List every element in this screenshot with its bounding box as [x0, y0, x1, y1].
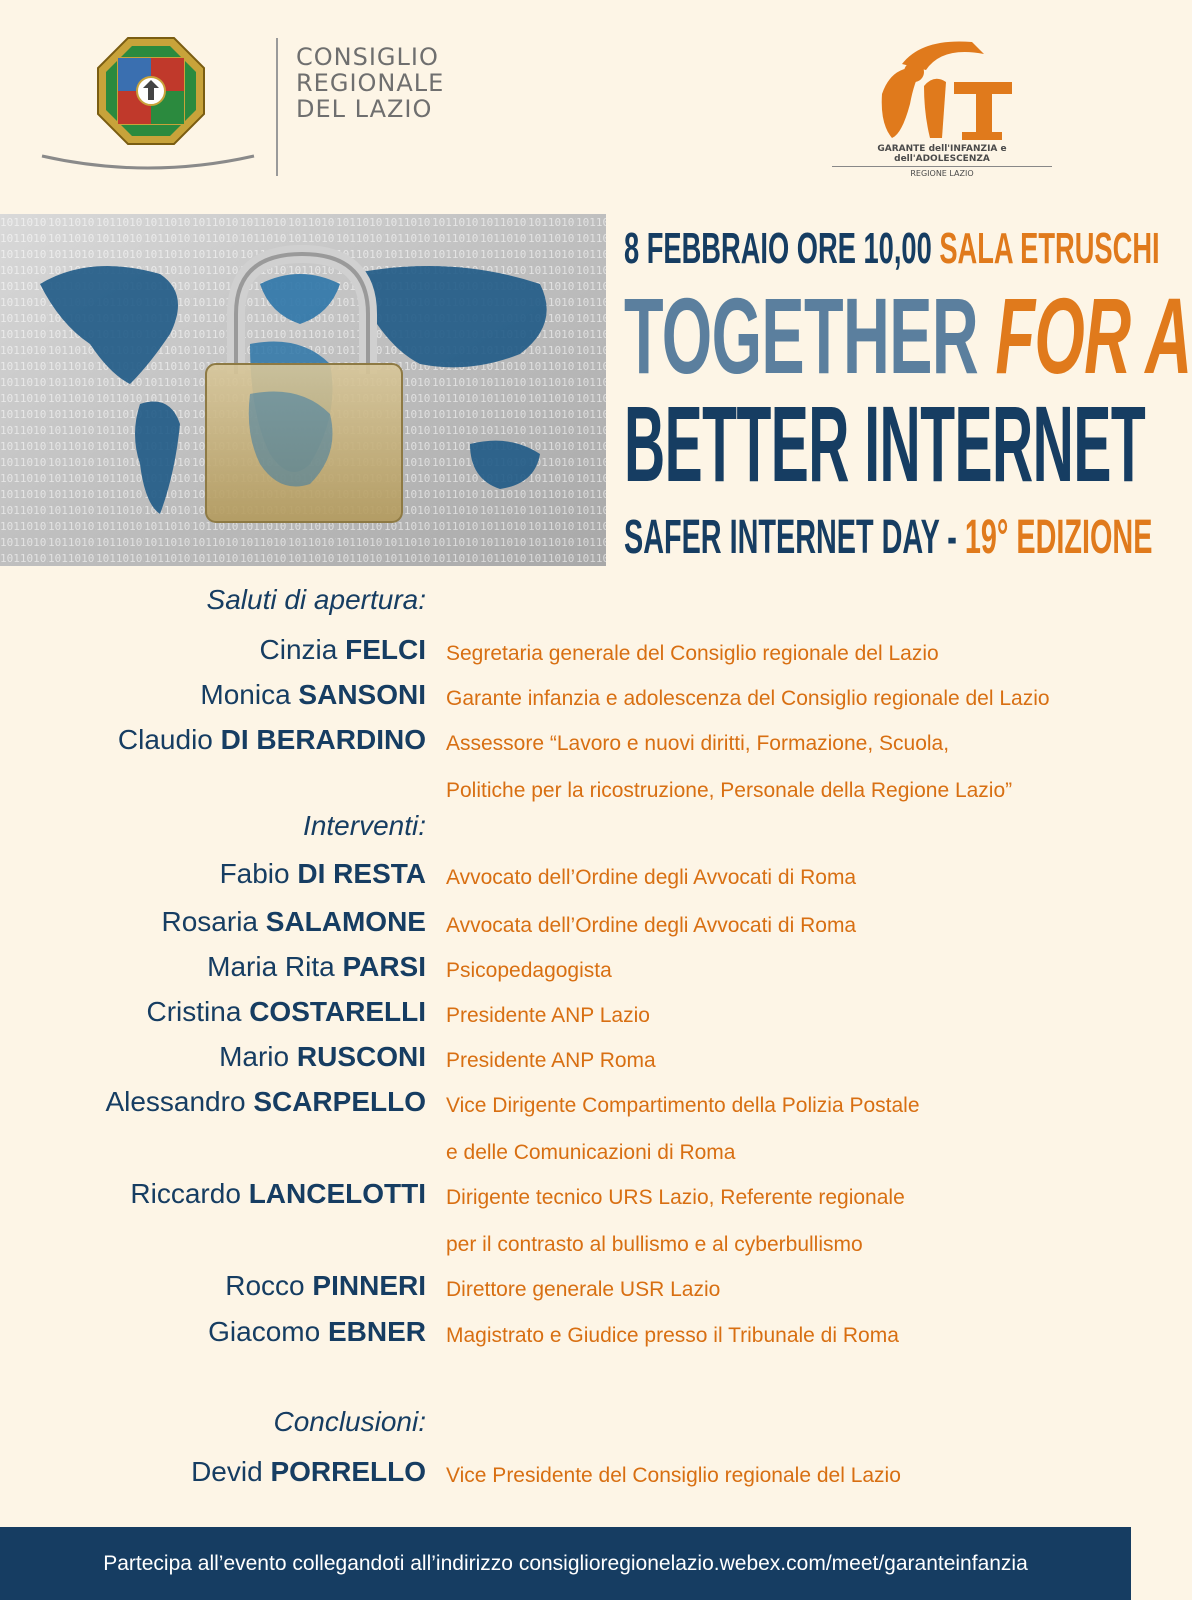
- banner-illustration: [0, 214, 606, 566]
- speaker-row: [0, 1456, 1131, 1500]
- speaker-first-name: Giacomo: [208, 1316, 321, 1347]
- speaker-row: [0, 996, 1131, 1040]
- org-line-1: CONSIGLIO: [296, 43, 439, 71]
- speaker-row: [0, 1041, 1131, 1085]
- speaker-name: [260, 634, 426, 666]
- footer-text: Partecipa all’evento collegandoti all’indirizzo: [103, 1552, 513, 1575]
- speaker-name: [220, 858, 426, 890]
- title-line-2: BETTER INTERNET: [624, 383, 1146, 504]
- crest-arc-divider: [40, 152, 256, 176]
- speaker-first-name: Cristina: [146, 996, 242, 1027]
- speaker-surname: SALAMONE: [265, 906, 426, 937]
- garante-logo: [832, 34, 1052, 178]
- subtitle-dash: -: [947, 511, 957, 564]
- title-for-a: FOR A: [995, 275, 1192, 396]
- org-line-2: REGIONALE: [296, 69, 445, 97]
- speaker-row: [0, 1316, 1131, 1360]
- speaker-name: [219, 1041, 426, 1073]
- speaker-first-name: Alessandro: [105, 1086, 246, 1117]
- title-together: TOGETHER: [624, 275, 979, 396]
- garante-title: GARANTE dell'INFANZIA e dell'ADOLESCENZA: [832, 144, 1052, 167]
- speaker-row: [0, 679, 1131, 723]
- date-venue-line: [624, 224, 1160, 274]
- subtitle-line: [624, 510, 1152, 565]
- speaker-row: [0, 724, 1131, 768]
- speaker-surname: DI BERARDINO: [220, 724, 426, 755]
- speaker-surname: PORRELLO: [270, 1456, 426, 1487]
- footer-bar: [0, 1527, 1131, 1600]
- speaker-first-name: Rocco: [225, 1270, 305, 1301]
- speaker-role: Assessore “Lavoro e nuovi diritti, Formazione, Scuola,: [446, 732, 950, 755]
- talks-section-title: Interventi:: [303, 810, 426, 841]
- speaker-role-continued: e delle Comunicazioni di Roma: [446, 1141, 736, 1164]
- speaker-role: Direttore generale USR Lazio: [446, 1278, 721, 1301]
- speaker-first-name: Devid: [191, 1456, 263, 1487]
- speaker-name: [191, 1456, 426, 1488]
- speaker-first-name: Fabio: [219, 858, 290, 889]
- speaker-row: [0, 1270, 1131, 1314]
- speaker-first-name: Monica: [200, 679, 291, 710]
- speaker-role: Presidente ANP Lazio: [446, 1004, 650, 1027]
- speaker-role: Vice Presidente del Consiglio regionale del Lazio: [446, 1464, 901, 1487]
- padlock-world-map-image: [0, 214, 606, 566]
- speaker-name: [200, 679, 426, 711]
- speaker-row: [0, 1086, 1131, 1130]
- speaker-role: Dirigente tecnico URS Lazio, Referente regionale: [446, 1186, 905, 1209]
- speaker-role: Magistrato e Giudice presso il Tribunale di Roma: [446, 1324, 899, 1347]
- speaker-name: [225, 1270, 426, 1302]
- speaker-first-name: Riccardo: [130, 1178, 241, 1209]
- speaker-surname: PARSI: [342, 951, 426, 982]
- speaker-surname: EBNER: [327, 1316, 426, 1347]
- speaker-first-name: Cinzia: [259, 634, 338, 665]
- speaker-first-name: Claudio: [117, 724, 213, 755]
- speaker-surname: COSTARELLI: [249, 996, 426, 1027]
- speaker-name: [162, 906, 427, 938]
- speaker-row: [0, 906, 1131, 950]
- speaker-role-continued: Politiche per la ricostruzione, Personale della Regione Lazio”: [446, 779, 1013, 802]
- speaker-role: Vice Dirigente Compartimento della Polizia Postale: [446, 1094, 920, 1117]
- opening-section-title: Saluti di apertura:: [206, 584, 426, 615]
- speaker-role: Avvocato dell’Ordine degli Avvocati di Roma: [446, 866, 857, 889]
- speaker-name: [208, 1316, 426, 1348]
- title-line-1: [624, 275, 1192, 396]
- speaker-row: [0, 951, 1131, 995]
- speaker-name: [130, 1178, 426, 1210]
- speaker-first-name: Mario: [219, 1041, 290, 1072]
- speaker-role: Presidente ANP Roma: [446, 1049, 656, 1072]
- speaker-surname: FELCI: [345, 634, 426, 665]
- header-divider: [276, 38, 278, 176]
- speaker-row: [0, 858, 1131, 902]
- speaker-role: Segretaria generale del Consiglio regionale del Lazio: [446, 642, 939, 665]
- org-line-3: DEL LAZIO: [296, 95, 433, 123]
- speaker-first-name: Rosaria: [161, 906, 258, 937]
- closing-section-title: Conclusioni:: [273, 1406, 426, 1437]
- event-edition: 19° EDIZIONE: [964, 511, 1153, 564]
- header: [0, 0, 1131, 200]
- speaker-row: [0, 634, 1131, 678]
- speaker-surname: DI RESTA: [297, 858, 426, 889]
- speaker-surname: SCARPELLO: [253, 1086, 426, 1117]
- event-date-time: 8 FEBBRAIO ORE 10,00: [624, 224, 932, 273]
- speaker-role: Psicopedagogista: [446, 959, 612, 982]
- regione-lazio-crest-icon: [96, 36, 206, 146]
- speaker-role: Garante infanzia e adolescenza del Consiglio regionale del Lazio: [446, 687, 1050, 710]
- speaker-row: [0, 1178, 1131, 1222]
- speaker-name: [207, 951, 426, 983]
- speaker-surname: LANCELOTTI: [248, 1178, 426, 1209]
- speaker-name: [146, 996, 426, 1028]
- speaker-surname: PINNERI: [312, 1270, 426, 1301]
- speaker-name: [105, 1086, 426, 1118]
- webex-link[interactable]: consiglioregionelazio.webex.com/meet/garanteinfanzia: [518, 1552, 1028, 1575]
- garante-logo-icon: [862, 34, 1022, 144]
- speaker-name: [118, 724, 426, 756]
- speaker-surname: SANSONI: [298, 679, 426, 710]
- event-venue: SALA ETRUSCHI: [939, 224, 1160, 273]
- speaker-first-name: Maria Rita: [207, 951, 335, 982]
- speaker-role-continued: per il contrasto al bullismo e al cyberbullismo: [446, 1233, 863, 1256]
- garante-caption: [832, 144, 1052, 178]
- garante-region: REGIONE LAZIO: [910, 169, 974, 178]
- event-subtitle: SAFER INTERNET DAY: [624, 511, 940, 564]
- organization-name: [296, 44, 496, 122]
- speaker-surname: RUSCONI: [296, 1041, 426, 1072]
- speaker-role: Avvocata dell’Ordine degli Avvocati di Roma: [446, 914, 857, 937]
